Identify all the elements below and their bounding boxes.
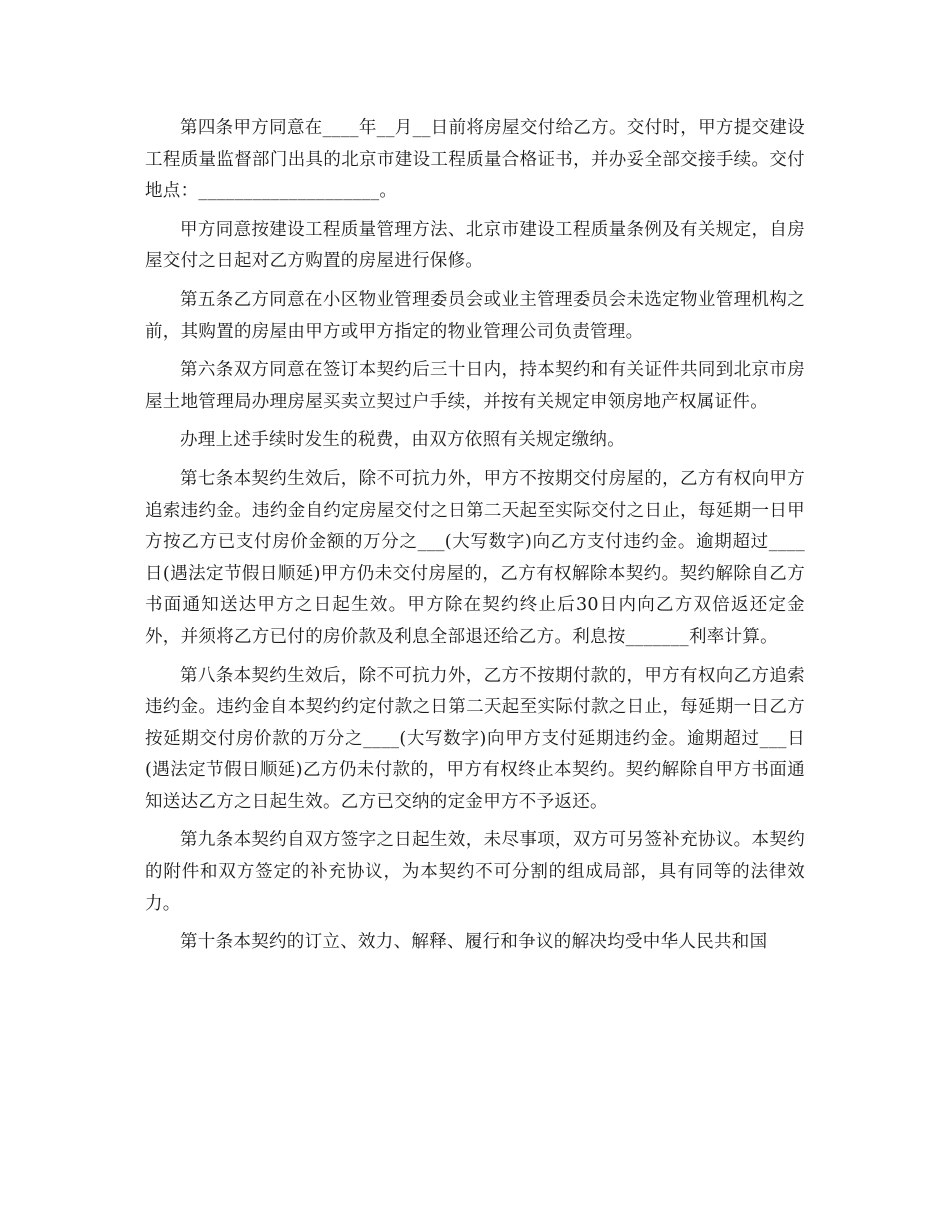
article-4-paragraph: 第四条甲方同意在____年__月__日前将房屋交付给乙方。交付时，甲方提交建设工程质量监督部门出具的北京市建设工程质量合格证书，并办妥全部交接手续。交付地点：____________________。 — [145, 118, 805, 202]
article-5-paragraph: 第五条乙方同意在小区物业管理委员会或业主管理委员会未选定物业管理机构之前，其购置的房屋由甲方或甲方指定的物业管理公司负责管理。 — [145, 289, 805, 342]
tax-fee-paragraph: 办理上述手续时发生的税费，由双方依照有关规定缴纳。 — [180, 430, 625, 451]
document-page — [145, 113, 805, 966]
article-7-paragraph: 第七条本契约生效后，除不可抗力外，甲方不按期交付房屋的，乙方有权向甲方追索违约金。违约金自约定房屋交付之日第二天起至实际交付之日止，每延期一日甲方按乙方已支付房价金额的万分之___(大写数字)向乙方支付违约金。逾期超过____日(遇法定节假日顺延)甲方仍未交付房屋的，乙方有权解除本契约。契约解除自乙方书面通知送达甲方之日起生效。甲方除在契约终止后30日内向乙方双倍返还定金外，并须将乙方已付的房价款及利息全部退还给乙方。利息按_______利率计算。 — [145, 468, 805, 647]
article-10-paragraph: 第十条本契约的订立、效力、解释、履行和争议的解决均受中华人民共和国 — [180, 932, 768, 953]
article-9-paragraph: 第九条本契约自双方签字之日起生效，未尽事项，双方可另签补充协议。本契约的附件和双方签定的补充协议，为本契约不可分割的组成局部，具有同等的法律效力。 — [145, 830, 805, 914]
warranty-paragraph: 甲方同意按建设工程质量管理方法、北京市建设工程质量条例及有关规定，自房屋交付之日起对乙方购置的房屋进行保修。 — [145, 219, 805, 272]
article-8-paragraph: 第八条本契约生效后，除不可抗力外，乙方不按期付款的，甲方有权向乙方追索违约金。违约金自本契约约定付款之日第二天起至实际付款之日止，每延期一日乙方按延期交付房价款的万分之____(大写数字)向甲方支付延期违约金。逾期超过___日(遇法定节假日顺延)乙方仍未付款的，甲方有权终止本契约。契约解除自甲方书面通知送达乙方之日起生效。乙方已交纳的定金甲方不予返还。 — [145, 665, 805, 812]
article-6-paragraph: 第六条双方同意在签订本契约后三十日内，持本契约和有关证件共同到北京市房屋土地管理局办理房屋买卖立契过户手续，并按有关规定申领房地产权属证件。 — [145, 360, 805, 412]
